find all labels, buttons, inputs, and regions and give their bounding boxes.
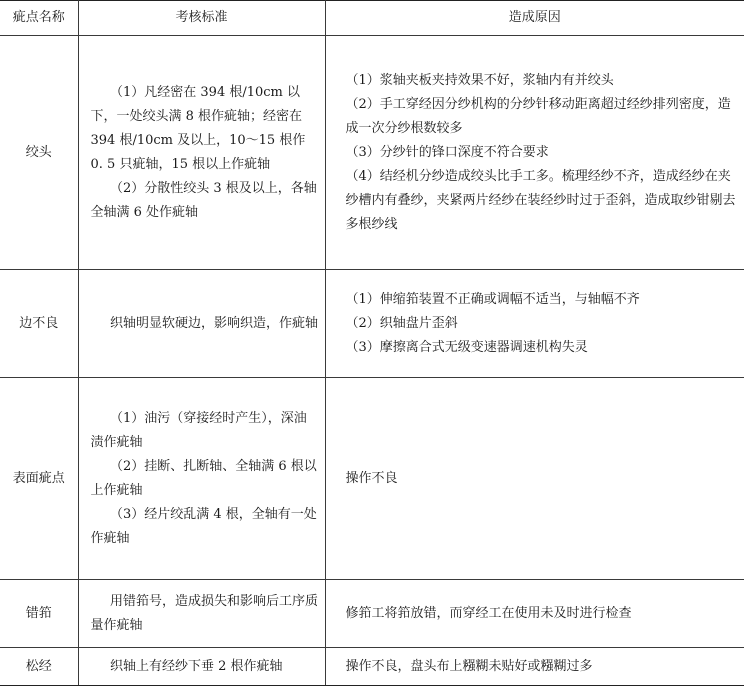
defect-name: 边不良: [0, 270, 78, 378]
cause-cell: [325, 378, 744, 580]
criteria-item: 织轴明显软硬边，影响织造，作疵轴: [110, 315, 319, 331]
cause-cell: [325, 648, 744, 686]
cause-item: 操作不良: [345, 470, 398, 486]
cause-item: （1）浆轴夹板夹持效果不好，浆轴内有并绞头: [345, 72, 614, 88]
criteria-cell: [78, 648, 325, 686]
cause-item: （3）分纱针的锋口深度不符合要求: [345, 144, 549, 160]
table-row: [0, 270, 744, 378]
table-header-row: [0, 1, 744, 36]
criteria-item: （2）挂断、扎断轴、全轴满 6 根以上作疵轴: [90, 458, 317, 498]
criteria-item: 织轴上有经纱下垂 2 根作疵轴: [110, 658, 283, 674]
table-row: [0, 378, 744, 580]
criteria-cell: [78, 378, 325, 580]
table-row: [0, 648, 744, 686]
cause-item: （4）结经机分纱造成绞头比手工多。梳理经纱不齐，造成经纱在夹纱槽内有叠纱，夹紧两片经纱在装经纱时过于歪斜，造成取纱钳剔去多根纱线: [345, 168, 736, 232]
table-row: [0, 36, 744, 270]
cause-item: （2）织轴盘片歪斜: [345, 315, 458, 331]
cause-item: （1）伸缩筘装置不正确或调幅不适当，与轴幅不齐: [345, 291, 640, 307]
cause-cell: [325, 580, 744, 648]
cause-item: （2）手工穿经因分纱机构的分纱针移动距离超过经纱排列密度，造成一次分纱根数较多: [345, 96, 731, 136]
cause-item: 修筘工将筘放错，而穿经工在使用未及时进行检查: [345, 605, 632, 621]
defect-name: 错筘: [0, 580, 78, 648]
defect-name: 松经: [0, 648, 78, 686]
criteria-cell: [78, 270, 325, 378]
header-cause: 造成原因: [325, 1, 744, 36]
criteria-cell: [78, 36, 325, 270]
cause-item: （3）摩擦离合式无级变速器调速机构失灵: [345, 339, 588, 355]
defect-name: 表面疵点: [0, 378, 78, 580]
defect-name: 绞头: [0, 36, 78, 270]
criteria-item: （3）经片绞乱满 4 根，全轴有一处作疵轴: [90, 506, 317, 546]
cause-cell: [325, 270, 744, 378]
criteria-item: （1）油污（穿接经时产生），深油渍作疵轴: [90, 410, 307, 450]
criteria-cell: [78, 580, 325, 648]
criteria-item: （2）分散性绞头 3 根及以上，各轴全轴满 6 处作疵轴: [90, 180, 317, 220]
cause-cell: [325, 36, 744, 270]
header-defect-name: 疵点名称: [0, 1, 78, 36]
header-criteria: 考核标准: [78, 1, 325, 36]
cause-item: 操作不良，盘头布上糨糊未贴好或糨糊过多: [345, 658, 593, 674]
table-row: [0, 580, 744, 648]
criteria-item: 用错筘号，造成损失和影响后工序质量作疵轴: [90, 593, 319, 633]
criteria-item: （1）凡经密在 394 根/10cm 以下，一处绞头满 8 根作疵轴；经密在 394 根/10cm 及以上，10～15 根作 0. 5 只疵轴，15 根以上作疵轴: [90, 84, 306, 172]
